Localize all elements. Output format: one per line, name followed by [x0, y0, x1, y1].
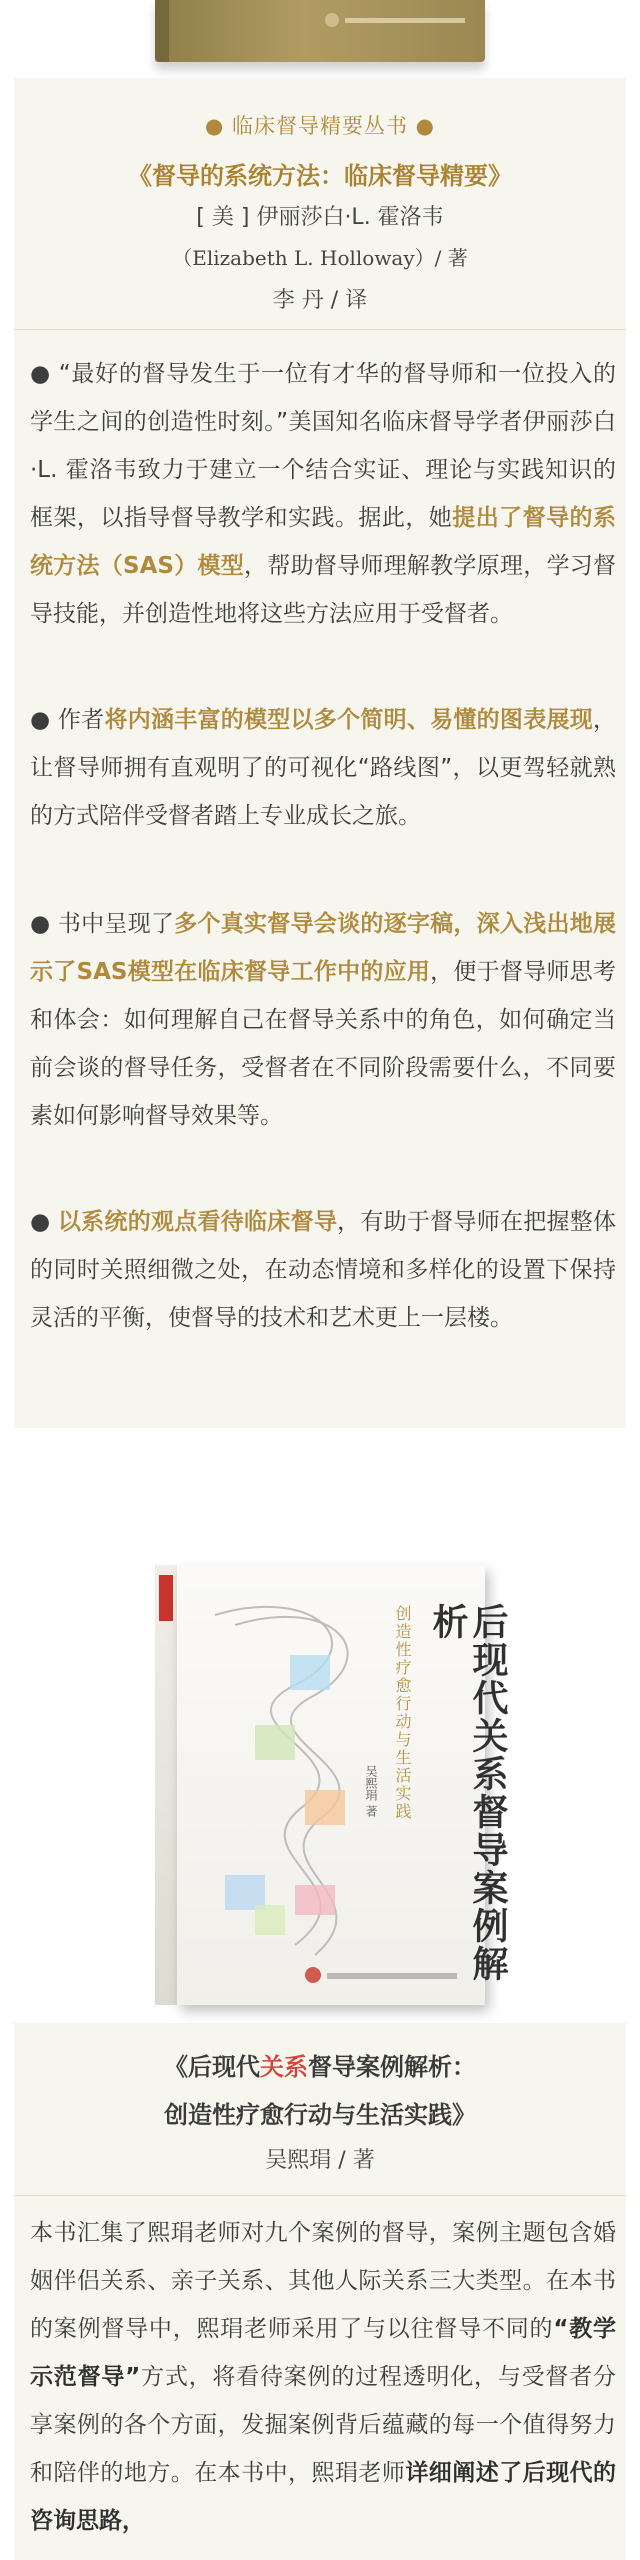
book2-title-line-2: 创造性疗愈行动与生活实践》	[164, 2101, 476, 2129]
highlight-text: 将内涵丰富的模型以多个简明、易懂的图表展现	[104, 707, 593, 733]
publisher-logo-icon	[305, 1967, 321, 1983]
highlight-text: 多个真实督导会谈的逐字稿，深入浅出地展示了SAS模型在临床督导工作中的应用	[30, 911, 616, 985]
book2-author: 吴熙琄 / 著	[265, 2148, 375, 2173]
book1-translator: 李 丹 / 译	[272, 288, 368, 313]
paragraph-text: ● 书中呈现了	[30, 911, 175, 937]
publisher-logo-icon	[325, 13, 339, 27]
paragraph-text: ● 作者	[30, 707, 105, 733]
book2-cover-title: 后现代关系督导案例解析	[427, 1603, 508, 1983]
paragraph-text: ，让督导师拥有直观明了的可视化“路线图”，以更驾轻就熟的方式陪伴受督者踏上专业成长之旅。	[30, 707, 616, 829]
title-text: 督导案例解析：	[308, 2053, 476, 2081]
book1-cover-area	[0, 0, 640, 78]
book1-paragraph-1	[30, 350, 616, 638]
spine-red-mark	[159, 1575, 173, 1621]
book2-info-panel	[14, 2023, 626, 2560]
paragraph-text: ，便于督导师思考和体会：如何理解自己在督导关系中的角色，如何确定当前会谈的督导任务，受督者在不同阶段需要什么，不同要素如何影响督导效果等。	[30, 959, 617, 1129]
publisher-name-mark	[327, 1973, 457, 1979]
book1-paragraph-2	[30, 696, 616, 840]
book1-paragraph-3	[30, 900, 616, 1140]
title-text: 《后现代	[164, 2053, 260, 2081]
title-highlight: 关系	[260, 2053, 308, 2081]
paragraph-text: ，有助于督导师在把握整体的同时关照细微之处，在动态情境和多样化的设置下保持灵活的平衡，使督导的技术和艺术更上一层楼。	[30, 1209, 617, 1331]
book1-spine-shadow	[155, 0, 169, 62]
book1-paragraph-4	[30, 1198, 616, 1342]
book1-title: 《督导的系统方法：临床督导精要》	[128, 162, 512, 190]
highlight-text: 提出了督导的系统方法（SAS）模型	[30, 505, 617, 579]
paragraph-text: ● “最好的督导发生于一位有才华的督导师和一位投入的学生之间的创造性时刻。”美国知名临床督导学者伊丽莎白·L. 霍洛韦致力于建立一个结合实证、理论与实践知识的框架，以指导督导教学和实践。据此，她	[30, 361, 616, 531]
paragraph-text: 本书汇集了熙琄老师对九个案例的督导，案例主题包含婚姻伴侣关系、亲子关系、其他人际关系三大类型。在本书的案例督导中，熙琄老师采用了与以往督导不同的	[30, 2220, 616, 2342]
book2-cover-subtitle: 创造性疗愈行动与生活实践	[393, 1605, 412, 1821]
publisher-name-mark	[345, 18, 465, 23]
paragraph-text: ，帮助督导师理解教学原理，学习督导技能，并创造性地将这些方法应用于受督者。	[30, 553, 617, 627]
book2-cover-image	[155, 1565, 508, 2005]
book1-cover-image	[155, 0, 485, 62]
book2-cover	[177, 1565, 508, 2005]
divider	[14, 2195, 626, 2196]
book2-paragraph-1	[30, 2209, 616, 2545]
book1-info-panel	[14, 78, 626, 1428]
book2-spine	[155, 1565, 178, 2005]
book1-author-english: （Elizabeth L. Holloway）/ 著	[172, 246, 468, 270]
paragraph-text: 方式，将看待案例的过程透明化，与受督者分享案例的各个方面，发掘案例背后蕴藏的每一个值得努力和陪伴的地方。在本书中，熙琄老师	[30, 2364, 616, 2486]
bold-text: 详细阐述了后现代的咨询思路，	[30, 2460, 617, 2534]
series-label: ● 临床督导精要丛书 ●	[205, 114, 435, 138]
paragraph-text: ●	[30, 1209, 58, 1235]
book1-author: [ 美 ] 伊丽莎白·L. 霍洛韦	[196, 205, 444, 230]
book2-title-line-1	[14, 2047, 626, 2082]
divider	[14, 329, 626, 330]
book2-cover-author: 吴熙琄 著	[364, 1765, 378, 1817]
highlight-text: 以系统的观点看待临床督导	[57, 1209, 338, 1235]
bold-text: “教学示范督导”	[30, 2316, 617, 2390]
